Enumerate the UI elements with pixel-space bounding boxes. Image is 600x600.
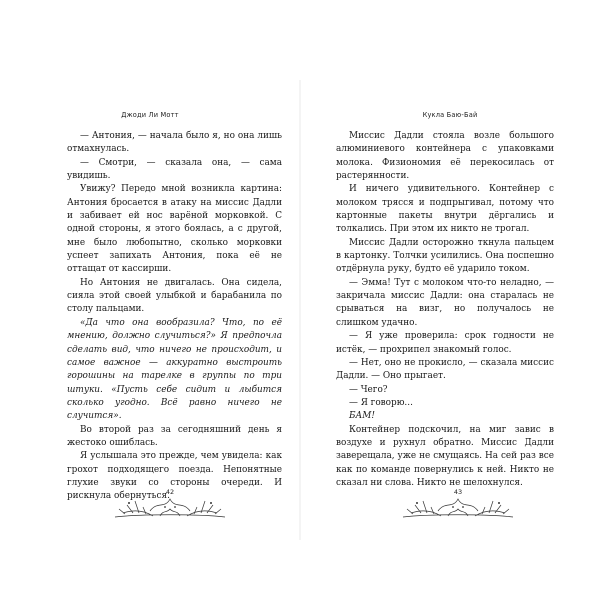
folio-ornament-right	[393, 483, 523, 523]
paragraph: И ничего удивительного. Контейнер с молоком трясся и подпрыгивал, потому что картонные пакеты внутри дёргались и толкались. При этом их никто не трогал.	[336, 184, 554, 235]
paragraph: — Я говорю...	[349, 397, 413, 408]
paragraph: — Чего?	[349, 384, 388, 395]
paragraph: Контейнер подскочил, на миг завис в воздухе и рухнул обратно. Миссис Дадли заверещала, уже не смущаясь. На сей раз все как по команде повернулись к ней. Никто не сказал ни слова. Никто не шелохнулся.	[336, 424, 554, 488]
paragraph: Увижу? Передо мной возникла картина: Антония бросается в атаку на миссис Дадли и забивает ей нос варёной морковкой. С одной стороны, я этого боялась, а с другой, мне было любопытно, сколько морковки успеет запихать Антония, пока её не оттащат от кассирши.	[67, 184, 282, 275]
paragraph-sound-effect: БАМ!	[349, 411, 375, 422]
folio-ornament-left	[105, 483, 235, 523]
paragraph: Миссис Дадли осторожно ткнула пальцем в картонку. Толчки усилились. Она поспешно отдёрнула руку, будто её ударило током.	[336, 237, 554, 275]
running-head-title: Кукла Баю-Бай	[422, 111, 478, 119]
paragraph: — Я уже проверила: срок годности не истёк, — прохрипел знакомый голос.	[336, 331, 554, 355]
paragraph: Я услышала это прежде, чем увидела: как грохот подходящего поезда. Непонятные глухие звуки со стороны очереди. И рискнула обернуться.	[67, 451, 282, 502]
left-page-text	[67, 130, 282, 504]
paragraph: Миссис Дадли стояла возле большого алюминиевого контейнера с упаковками молока. Физиономия её перекосилась от растерянности.	[336, 131, 554, 182]
running-head-author: Джоди Ли Мотт	[121, 111, 179, 119]
paragraph: Во второй раз за сегодняшний день я жестоко ошиблась.	[67, 424, 282, 448]
paragraph: — Антония, — начала было я, но она лишь отмахнулась.	[67, 131, 282, 155]
page-number: 42	[165, 488, 175, 496]
right-page	[300, 0, 600, 600]
paragraph: — Смотри, — сказала она, — сама увидишь.	[67, 157, 282, 182]
paragraph: — Эмма! Тут с молоком что-то неладно, — закричала миссис Дадли: она старалась не срываться на визг, но получалось не слишком удачно.	[336, 277, 554, 328]
paragraph-italic-thought: «Да что она вообразила? Что, по её мнению, должно случиться?» Я предпочла сделать вид, что ничего не происходит, и самое важное — аккуратно выстроить горошины на тарелке в группы по три штуки. «Пусть себе сидит и лыбится сколько угодно. Всё равно ничего не случится».	[67, 317, 282, 422]
paragraph: Но Антония не двигалась. Она сидела, сияла этой своей улыбкой и барабанила по столу пальцами.	[67, 277, 282, 315]
paragraph: — Нет, оно не прокисло, — сказала миссис Дадли. — Оно прыгает.	[336, 357, 554, 382]
page-number: 43	[453, 488, 463, 496]
right-page-text	[336, 130, 554, 490]
